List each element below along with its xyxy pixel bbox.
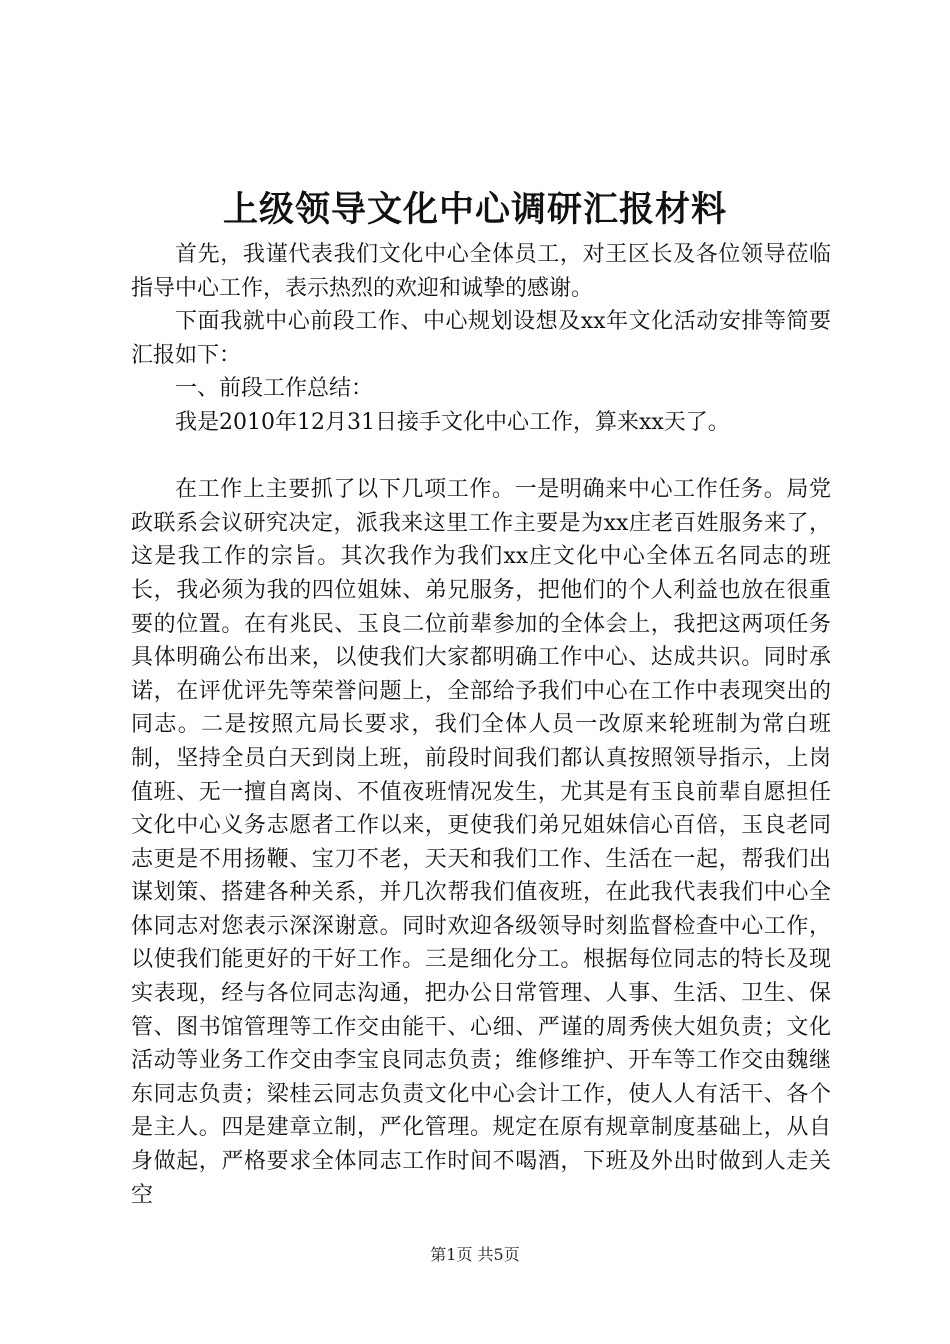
section-heading: 一、前段工作总结：: [175, 376, 374, 402]
paragraph-start-date: 我是2010年12月31日接手文化中心工作，算来xx天了。: [175, 409, 730, 435]
document-body: [131, 238, 831, 1212]
document-title: 上级领导文化中心调研汇报材料: [222, 189, 727, 230]
paragraph-greeting: 首先，我谨代表我们文化中心全体员工，对王区长及各位领导莅临指导中心工作，表示热烈的欢迎和诚挚的感谢。: [131, 242, 831, 301]
blank-line: [131, 440, 831, 474]
page-footer: 第1页 共5页: [430, 1245, 520, 1264]
paragraph-intro: 下面我就中心前段工作、中心规划设想及xx年文化活动安排等简要汇报如下：: [131, 309, 831, 368]
paragraph-main-work: 在工作上主要抓了以下几项工作。一是明确来中心工作任务。局党政联系会议研究决定，派我来这里工作主要是为xx庄老百姓服务来了，这是我工作的宗旨。其次我作为我们xx庄文化中心全体五名同志的班长，我必须为我的四位姐妹、弟兄服务，把他们的个人利益也放在很重要的位置。在有兆民、玉良二位前辈参加的全体会上，我把这两项任务具体明确公布出来，以使我们大家都明确工作中心、达成共识。同时承诺，在评优评先等荣誉问题上，全部给予我们中心在工作中表现突出的同志。二是按照亢局长要求，我们全体人员一改原来轮班制为常白班制，坚持全员白天到岗上班，前段时间我们都认真按照领导指示，上岗值班、无一擅自离岗、不值夜班情况发生，尤其是有玉良前辈自愿担任文化中心义务志愿者工作以来，更使我们弟兄姐妹信心百倍，玉良老同志更是不用扬鞭、宝刀不老，天天和我们工作、生活在一起，帮我们出谋划策、搭建各种关系，并几次帮我们值夜班，在此我代表我们中心全体同志对您表示深深谢意。同时欢迎各级领导时刻监督检查中心工作，以使我们能更好的干好工作。三是细化分工。根据每位同志的特长及现实表现，经与各位同志沟通，把办公日常管理、人事、生活、卫生、保管、图书馆管理等工作交由能干、心细、严谨的周秀侠大姐负责；文化活动等业务工作交由李宝良同志负责；维修维护、开车等工作交由魏继东同志负责；梁桂云同志负责文化中心会计工作，使人人有活干、各个是主人。四是建章立制，严化管理。规定在原有规章制度基础上，从自身做起，严格要求全体同志工作时间不喝酒，下班及外出时做到人走关空: [131, 477, 831, 1208]
